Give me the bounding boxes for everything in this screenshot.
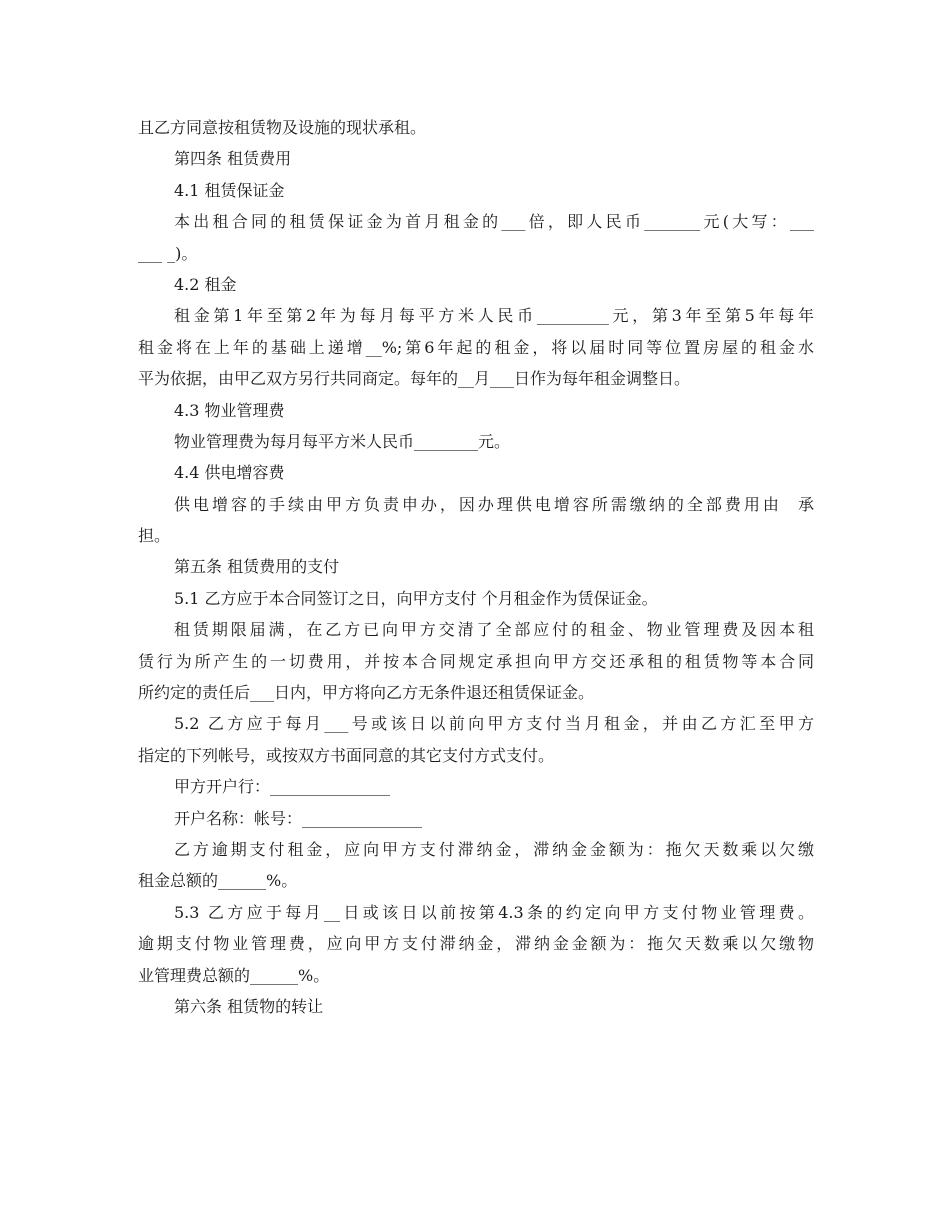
text-line-7: 租金第1年至第2年为每月每平方米人民币_________元，第3年至第5年每年 — [174, 306, 814, 326]
account-field-line: 开户名称：帐号：_______________ — [174, 808, 423, 828]
text-line-27: 逾期支付物业管理费，应向甲方支付滞纳金，滞纳金金额为：拖欠天数乘以欠缴物 — [138, 934, 814, 954]
text-line-16: 5.1 乙方应于本合同签订之日，向甲方支付 个月租金作为赁保证金。 — [174, 588, 658, 608]
text-line-9: 平为依据，由甲乙双方另行共同商定。每年的__月___日作为每年租金调整日。 — [138, 369, 691, 389]
text-line-1: 且乙方同意按租赁物及设施的现状承租。 — [138, 118, 427, 137]
section-heading-4-2: 4.2 租金 — [174, 274, 237, 294]
text-line-28: 业管理费总额的______%。 — [138, 965, 330, 985]
text-line-24: 乙方逾期支付租金，应向甲方支付滞纳金，滞纳金金额为：拖欠天数乘以欠缴 — [174, 839, 814, 859]
article-heading-4: 第四条 租赁费用 — [174, 149, 292, 169]
text-line-4: 本出租合同的租赁保证金为首月租金的___倍，即人民币_______元(大写：___ — [174, 212, 814, 232]
text-line-20: 5.2 乙方应于每月___号或该日以前向甲方支付当月租金，并由乙方汇至甲方 — [174, 714, 814, 734]
section-heading-4-4: 4.4 供电增容费 — [174, 463, 285, 483]
text-line-13: 供电增容的手续由甲方负责申办，因办理供电增容所需缴纳的全部费用由 承 — [174, 494, 814, 514]
document-page — [138, 112, 814, 1022]
text-line-11: 物业管理费为每月每平方米人民币________元。 — [174, 431, 511, 451]
text-line-18: 赁行为所产生的一切费用，并按本合同规定承担向甲方交还承租的租赁物等本合同 — [138, 651, 814, 671]
text-line-8: 租金将在上年的基础上递增__%;第6年起的租金，将以届时同等位置房屋的租金水 — [138, 337, 814, 357]
bank-field-line: 甲方开户行：_______________ — [174, 777, 391, 797]
text-line-26: 5.3 乙方应于每月__日或该日以前按第4.3条的约定向甲方支付物业管理费。 — [174, 902, 814, 922]
text-line-25: 租金总额的______%。 — [138, 871, 298, 891]
article-heading-6: 第六条 租赁物的转让 — [174, 996, 324, 1016]
section-heading-4-3: 4.3 物业管理费 — [174, 400, 285, 420]
section-heading-4-1: 4.1 租赁保证金 — [174, 180, 285, 200]
text-line-14: 担。 — [138, 526, 171, 546]
text-line-21: 指定的下列帐号，或按双方书面同意的其它支付方式支付。 — [138, 745, 555, 765]
text-line-5: ___ _)。 — [138, 243, 198, 263]
text-line-17: 租赁期限届满，在乙方已向甲方交清了全部应付的租金、物业管理费及因本租 — [174, 620, 814, 640]
text-line-19: 所约定的责任后___日内，甲方将向乙方无条件退还租赁保证金。 — [138, 683, 595, 703]
article-heading-5: 第五条 租赁费用的支付 — [174, 557, 340, 577]
